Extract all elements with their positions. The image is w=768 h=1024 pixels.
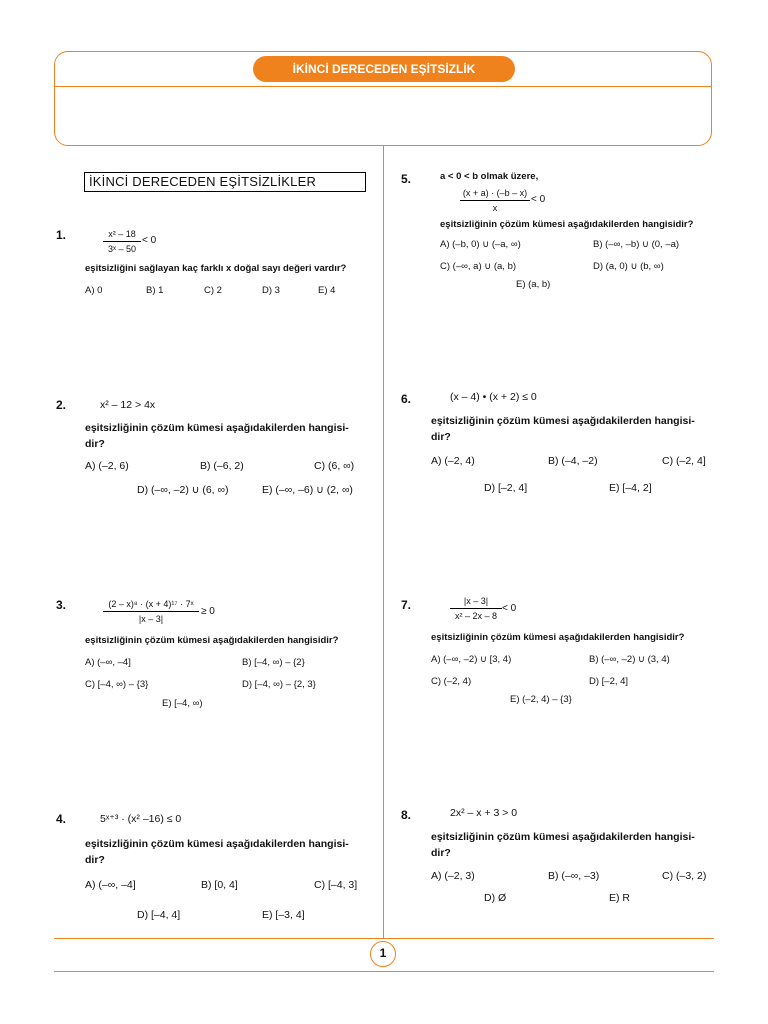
fraction bbox=[460, 187, 530, 214]
option-d[interactable]: D) 3 bbox=[262, 285, 280, 296]
question-text-line-2: dir? bbox=[85, 854, 105, 866]
question-text: eşitsizliğinin çözüm kümesi aşağıdakilerden hangisidir? bbox=[85, 635, 339, 646]
option-a[interactable]: A) (–b, 0) ∪ (–a, ∞) bbox=[440, 239, 521, 250]
question-number: 3. bbox=[56, 598, 67, 612]
numerator: (x + a) · (–b – x) bbox=[462, 188, 528, 198]
option-a[interactable]: A) (–∞, –4] bbox=[85, 657, 131, 668]
option-e[interactable]: E) [–3, 4] bbox=[262, 909, 305, 921]
relation: < 0 bbox=[142, 235, 157, 246]
question-text-line-1: eşitsizliğinin çözüm kümesi aşağıdakilerden hangisi- bbox=[431, 831, 695, 843]
question-text-line-2: dir? bbox=[85, 438, 105, 450]
option-b[interactable]: B) [0, 4] bbox=[201, 879, 238, 891]
question-number: 1. bbox=[56, 228, 67, 242]
option-c[interactable]: C) (–3, 2) bbox=[662, 870, 707, 882]
fraction bbox=[103, 228, 141, 255]
question-text-line-2: dir? bbox=[431, 847, 451, 859]
question-intro: a < 0 < b olmak üzere, bbox=[440, 171, 539, 182]
expression: 2x² – x + 3 > 0 bbox=[450, 807, 518, 819]
expression: (x – 4) • (x + 2) ≤ 0 bbox=[450, 391, 537, 403]
option-c[interactable]: C) (–2, 4] bbox=[662, 455, 706, 467]
question-text-line-1: eşitsizliğinin çözüm kümesi aşağıdakilerden hangisi- bbox=[85, 422, 349, 434]
option-a[interactable]: A) (–2, 4) bbox=[431, 455, 475, 467]
header-box bbox=[54, 51, 712, 146]
fraction bbox=[450, 595, 502, 622]
question-text: eşitsizliğinin çözüm kümesi aşağıdakilerden hangisidir? bbox=[431, 632, 685, 643]
footer-rule-bottom bbox=[54, 971, 714, 972]
question-text-line-1: eşitsizliğinin çözüm kümesi aşağıdakilerden hangisi- bbox=[431, 415, 695, 427]
numerator: (2 – x)⁸ · (x + 4)¹⁷ · 7ˣ bbox=[108, 599, 194, 609]
option-c[interactable]: C) (6, ∞) bbox=[314, 460, 355, 472]
option-c[interactable]: C) [–4, ∞) – {3} bbox=[85, 679, 149, 690]
option-e[interactable]: E) (a, b) bbox=[516, 279, 551, 290]
page-number: 1 bbox=[370, 941, 396, 967]
option-c[interactable]: C) (–∞, a) ∪ (a, b) bbox=[440, 261, 517, 272]
option-d[interactable]: D) [–4, 4] bbox=[137, 909, 181, 921]
option-b[interactable]: B) (–6, 2) bbox=[200, 460, 244, 472]
numerator: |x – 3| bbox=[463, 596, 489, 606]
option-a[interactable]: A) (–∞, –2) ∪ [3, 4) bbox=[431, 654, 512, 665]
relation: < 0 bbox=[502, 603, 517, 614]
fraction bbox=[103, 598, 199, 625]
question-number: 5. bbox=[401, 172, 412, 186]
denominator: |x – 3| bbox=[138, 614, 164, 624]
option-d[interactable]: D) (–∞, –2) ∪ (6, ∞) bbox=[137, 484, 229, 496]
option-a[interactable]: A) 0 bbox=[85, 285, 103, 296]
expression: x² – 12 > 4x bbox=[100, 399, 156, 411]
option-e[interactable]: E) (–2, 4) – {3} bbox=[510, 694, 572, 705]
option-a[interactable]: A) (–2, 3) bbox=[431, 870, 475, 882]
header-title: İKİNCİ DERECEDEN EŞİTSİZLİK bbox=[253, 56, 515, 82]
question-number: 7. bbox=[401, 598, 412, 612]
option-e[interactable]: E) (–∞, –6) ∪ (2, ∞) bbox=[262, 484, 353, 496]
option-d[interactable]: D) [–4, ∞) – {2, 3} bbox=[242, 679, 316, 690]
question-text-line-2: dir? bbox=[431, 431, 451, 443]
option-c[interactable]: C) [–4, 3] bbox=[314, 879, 358, 891]
option-b[interactable]: B) (–∞, –3) bbox=[548, 870, 600, 882]
denominator: x bbox=[492, 203, 498, 213]
option-d[interactable]: D) [–2, 4] bbox=[589, 676, 629, 687]
question-number: 2. bbox=[56, 398, 67, 412]
option-c[interactable]: C) 2 bbox=[204, 285, 222, 296]
question-number: 8. bbox=[401, 808, 412, 822]
column-divider bbox=[383, 146, 384, 938]
numerator: x² – 18 bbox=[108, 229, 136, 239]
option-b[interactable]: B) (–∞, –b) ∪ (0, –a) bbox=[593, 239, 680, 250]
option-b[interactable]: B) [–4, ∞) – {2} bbox=[242, 657, 305, 668]
option-c[interactable]: C) (–2, 4) bbox=[431, 676, 472, 687]
question-text: eşitsizliğini sağlayan kaç farklı x doğal sayı değeri vardır? bbox=[85, 263, 347, 274]
question-text-line-1: eşitsizliğinin çözüm kümesi aşağıdakilerden hangisi- bbox=[85, 838, 349, 850]
footer-rule-top bbox=[54, 938, 714, 939]
denominator: 3ˣ – 50 bbox=[108, 244, 136, 254]
denominator: x² – 2x – 8 bbox=[454, 611, 498, 621]
option-b[interactable]: B) (–4, –2) bbox=[548, 455, 598, 467]
relation: ≥ 0 bbox=[201, 606, 215, 617]
expression: 5ˣ⁺³ · (x² –16) ≤ 0 bbox=[100, 813, 182, 825]
question-text: eşitsizliğinin çözüm kümesi aşağıdakilerden hangisidir? bbox=[440, 219, 694, 230]
option-d[interactable]: D) (a, 0) ∪ (b, ∞) bbox=[593, 261, 664, 272]
option-b[interactable]: B) (–∞, –2) ∪ (3, 4) bbox=[589, 654, 670, 665]
option-d[interactable]: D) [–2, 4] bbox=[484, 482, 528, 494]
option-a[interactable]: A) (–∞, –4] bbox=[85, 879, 136, 891]
option-e[interactable]: E) R bbox=[609, 892, 630, 904]
question-number: 6. bbox=[401, 392, 412, 406]
question-number: 4. bbox=[56, 812, 67, 826]
header-divider bbox=[55, 86, 711, 87]
relation: < 0 bbox=[531, 194, 546, 205]
section-title: İKİNCİ DERECEDEN EŞİTSİZLİKLER bbox=[84, 172, 366, 192]
option-e[interactable]: E) [–4, ∞) bbox=[162, 698, 203, 709]
option-a[interactable]: A) (–2, 6) bbox=[85, 460, 129, 472]
option-e[interactable]: E) 4 bbox=[318, 285, 336, 296]
option-b[interactable]: B) 1 bbox=[146, 285, 164, 296]
option-e[interactable]: E) [–4, 2] bbox=[609, 482, 652, 494]
option-d[interactable]: D) Ø bbox=[484, 892, 507, 904]
